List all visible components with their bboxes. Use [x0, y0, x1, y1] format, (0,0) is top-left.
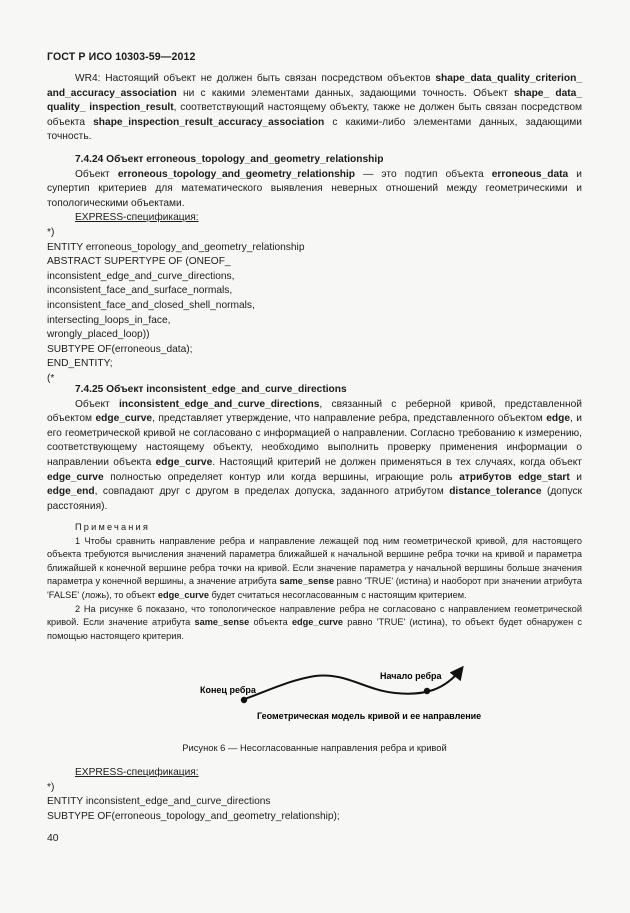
wr4-t4: shape_ data_ quality_ inspection_result: [47, 87, 582, 114]
note2-t3: объекта: [249, 617, 292, 628]
s725-t16: distance_tolerance: [449, 486, 542, 498]
code-line: *): [47, 226, 55, 238]
code-line: ENTITY inconsistent_edge_and_curve_directions: [47, 796, 271, 808]
express-spec-text-2: EXPRESS-спецификация:: [75, 767, 199, 778]
s725-t10: edge_curve: [47, 471, 104, 483]
express-spec-label: [47, 211, 582, 226]
s725-t7: , и его геометрической кривой не согласовано с информацией о направлении. Согласно требованию к измерению, соответствующему настоящему объекту, необходимо выполнить проверку применения информации о направлении объекта: [47, 413, 582, 468]
note-2: [47, 603, 582, 644]
code-line: SUBTYPE OF(erroneous_topology_and_geometry_relationship);: [47, 810, 340, 822]
s724-t1: Объект: [75, 168, 118, 180]
code-line: wrongly_placed_loop)): [47, 329, 150, 341]
page-number: 40: [47, 833, 59, 844]
s725-t15: , совпадают друг с другом в пределах допуска, заданного атрибутом: [94, 486, 450, 498]
note2-t2: same_sense: [194, 617, 250, 628]
s725-t3: , связанный с реберной кривой, представленной объектом: [47, 398, 582, 425]
s724-t2: erroneous_topology_and_geometry_relationship: [117, 168, 356, 180]
s725-t13: и: [569, 471, 582, 483]
section-7-4-25: [47, 383, 582, 514]
code-line: ENTITY erroneous_topology_and_geometry_relationship: [47, 241, 305, 253]
s725-t1: Объект: [75, 398, 119, 410]
s725-t8: edge_curve: [155, 456, 213, 468]
code-line: ABSTRACT SUPERTYPE OF (ONEOF_: [47, 256, 231, 268]
s724-t3: — это подтип объекта: [355, 168, 492, 180]
s725-t14: edge_end: [47, 486, 95, 498]
section-7-4-25-text: [47, 398, 582, 515]
express-code-724: [47, 226, 582, 387]
note2-t5: равно 'TRUE' (истина), то объект будет обнаружен с помощью настоящего критерия.: [47, 617, 582, 641]
wr4-t7: с какими-либо элементами данных, задающими точность.: [47, 116, 582, 143]
express-spec-text: EXPRESS-спецификация:: [75, 212, 199, 224]
s725-t11: полностью определяет контур или когда вершины, играющие роль: [103, 471, 460, 483]
note1-t3: равно 'TRUE' (истина) и наоборот при значении атрибута 'FALSE' (ложь), то объект: [47, 576, 582, 600]
figure-6-caption: Рисунок 6 — Несогласованные направления ребра и кривой: [182, 742, 447, 753]
s725-t2: inconsistent_edge_and_curve_directions: [118, 398, 320, 410]
wr4-t3: ни с какими элементами данных, задающими точность. Объект: [176, 87, 515, 99]
notes-heading: Примечания: [75, 522, 151, 532]
s725-t12: атрибутов edge_start: [459, 471, 570, 483]
code-line: inconsistent_face_and_surface_normals,: [47, 285, 233, 297]
note1-t1: 1 Чтобы сравнить направление ребра и направление лежащей под ним геометрической кривой, для настоящего объекта требуются вычисления значений параметра ближайшей к начальной вершине ребра точки на кривой и параметра ближайшей к конечной вершине ребра точки на кривой. Если значение параметра у начальной вершины больше значения параметра у конечной вершины, а значение атрибута: [47, 535, 582, 587]
wr4-t1: WR4: Настоящий объект не должен быть связан посредством объектов: [75, 73, 436, 84]
code-line: SUBTYPE OF(erroneous_data);: [47, 343, 193, 355]
code-line: *): [47, 781, 55, 793]
curve-direction-label: Геометрическая модель кривой и ее направление: [257, 711, 482, 721]
section-7-4-24-text: [47, 168, 582, 212]
code-line: END_ENTITY;: [47, 358, 113, 370]
note-1: [47, 535, 582, 603]
s725-t4: edge_curve: [95, 413, 153, 425]
note1-t5: будет считаться несогласованным с настоящим критерием.: [208, 589, 467, 600]
wr4-paragraph: [47, 72, 582, 145]
s725-t6: edge: [546, 413, 570, 425]
note2-t1: 2 На рисунке 6 показано, что топологическое направление ребра не согласовано с направлением геометрической кривой. Если значение атрибута: [47, 603, 582, 628]
note1-t4: edge_curve: [157, 589, 209, 600]
express-tail: [47, 766, 582, 824]
note1-t2: same_sense: [279, 576, 335, 587]
code-line: inconsistent_face_and_closed_shell_normals,: [47, 299, 255, 311]
section-7-4-25-title: 7.4.25 Объект inconsistent_edge_and_curve_directions: [75, 384, 347, 395]
s724-t4: erroneous_data: [491, 168, 569, 180]
section-7-4-24: [47, 153, 582, 387]
express-spec-label-2: [47, 766, 582, 781]
code-line: intersecting_loops_in_face,: [47, 314, 171, 326]
wr4-t2: shape_data_quality_criterion_ and_accuracy_association: [47, 73, 582, 99]
wr4-t6: shape_inspection_result_accuracy_association: [93, 116, 325, 128]
notes-block: [47, 521, 582, 643]
s725-t9: . Настоящий критерий не должен применяться в тех случаях, когда объект: [212, 456, 582, 468]
edge-start-vertex: [424, 688, 430, 694]
section-7-4-24-title: 7.4.24 Объект erroneous_topology_and_geometry_relationship: [75, 154, 384, 165]
wr4-text: [47, 72, 582, 145]
edge-end-label: Конец ребра: [200, 685, 256, 695]
code-line: inconsistent_edge_and_curve_directions,: [47, 270, 235, 282]
edge-end-vertex: [241, 697, 247, 703]
edge-start-label: Начало ребра: [380, 671, 442, 681]
standard-header: ГОСТ Р ИСО 10303-59—2012: [47, 51, 196, 63]
figure-6-diagram: [190, 660, 490, 730]
code-line: (*: [47, 372, 55, 384]
s725-t5: , представляет утверждение, что направление ребра, представленного объектом: [152, 413, 547, 425]
s724-t5: и супертип критериев для математического выявления неверных отношений между геометрическими и топологическими объектами.: [47, 168, 582, 209]
wr4-t5: , соответствующий настоящему объекту, также не должен быть связан посредством объекта: [47, 102, 582, 128]
note2-t4: edge_curve: [291, 617, 344, 628]
s725-t17: (допуск расстояния).: [47, 486, 583, 512]
